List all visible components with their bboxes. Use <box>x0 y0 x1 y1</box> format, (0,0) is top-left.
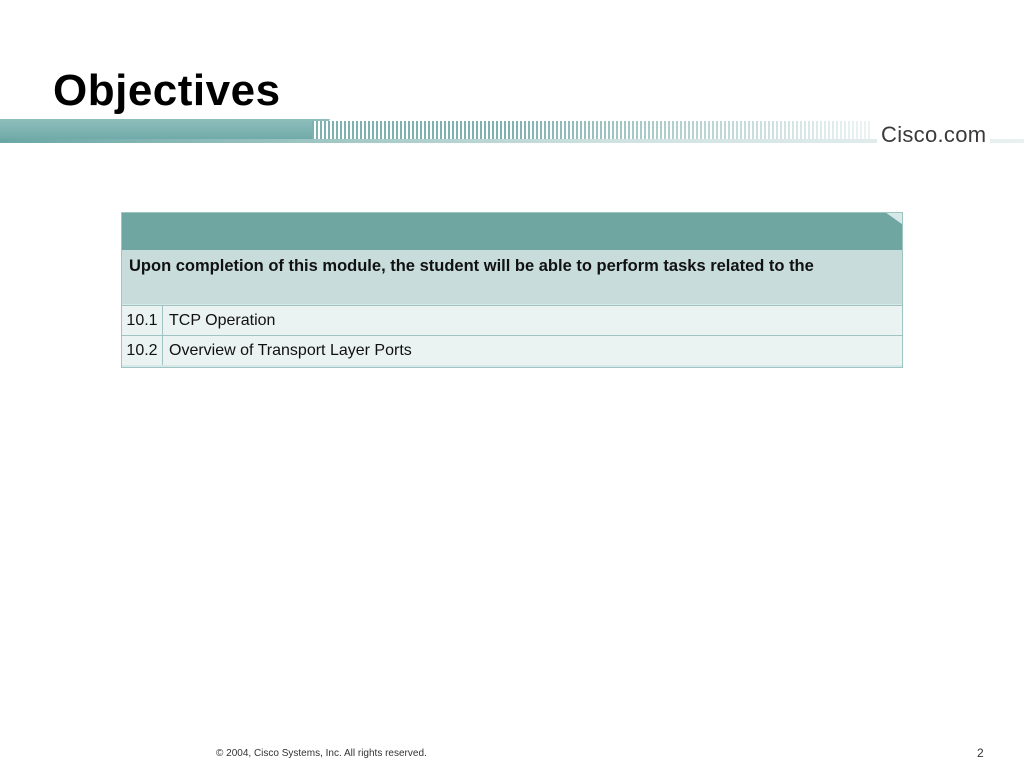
header-band-line <box>0 139 1024 143</box>
header-band-stripes <box>312 121 872 141</box>
row-number: 10.2 <box>122 336 163 365</box>
objectives-table <box>121 212 903 368</box>
table-header-text: Upon completion of this module, the student will be able to perform tasks related to the <box>129 257 814 275</box>
table-title-bar <box>122 213 902 250</box>
row-number: 10.1 <box>122 306 163 335</box>
header-band <box>0 119 1024 143</box>
row-text: TCP Operation <box>169 312 276 329</box>
row-text: Overview of Transport Layer Ports <box>169 342 412 359</box>
cisco-logo: Cisco.com <box>877 122 990 148</box>
table-row <box>122 335 902 365</box>
copyright-footer: © 2004, Cisco Systems, Inc. All rights reserved. <box>216 748 427 759</box>
page-number: 2 <box>977 746 984 760</box>
table-row <box>122 305 902 335</box>
slide-title: Objectives <box>53 66 281 115</box>
table-header <box>122 250 902 304</box>
